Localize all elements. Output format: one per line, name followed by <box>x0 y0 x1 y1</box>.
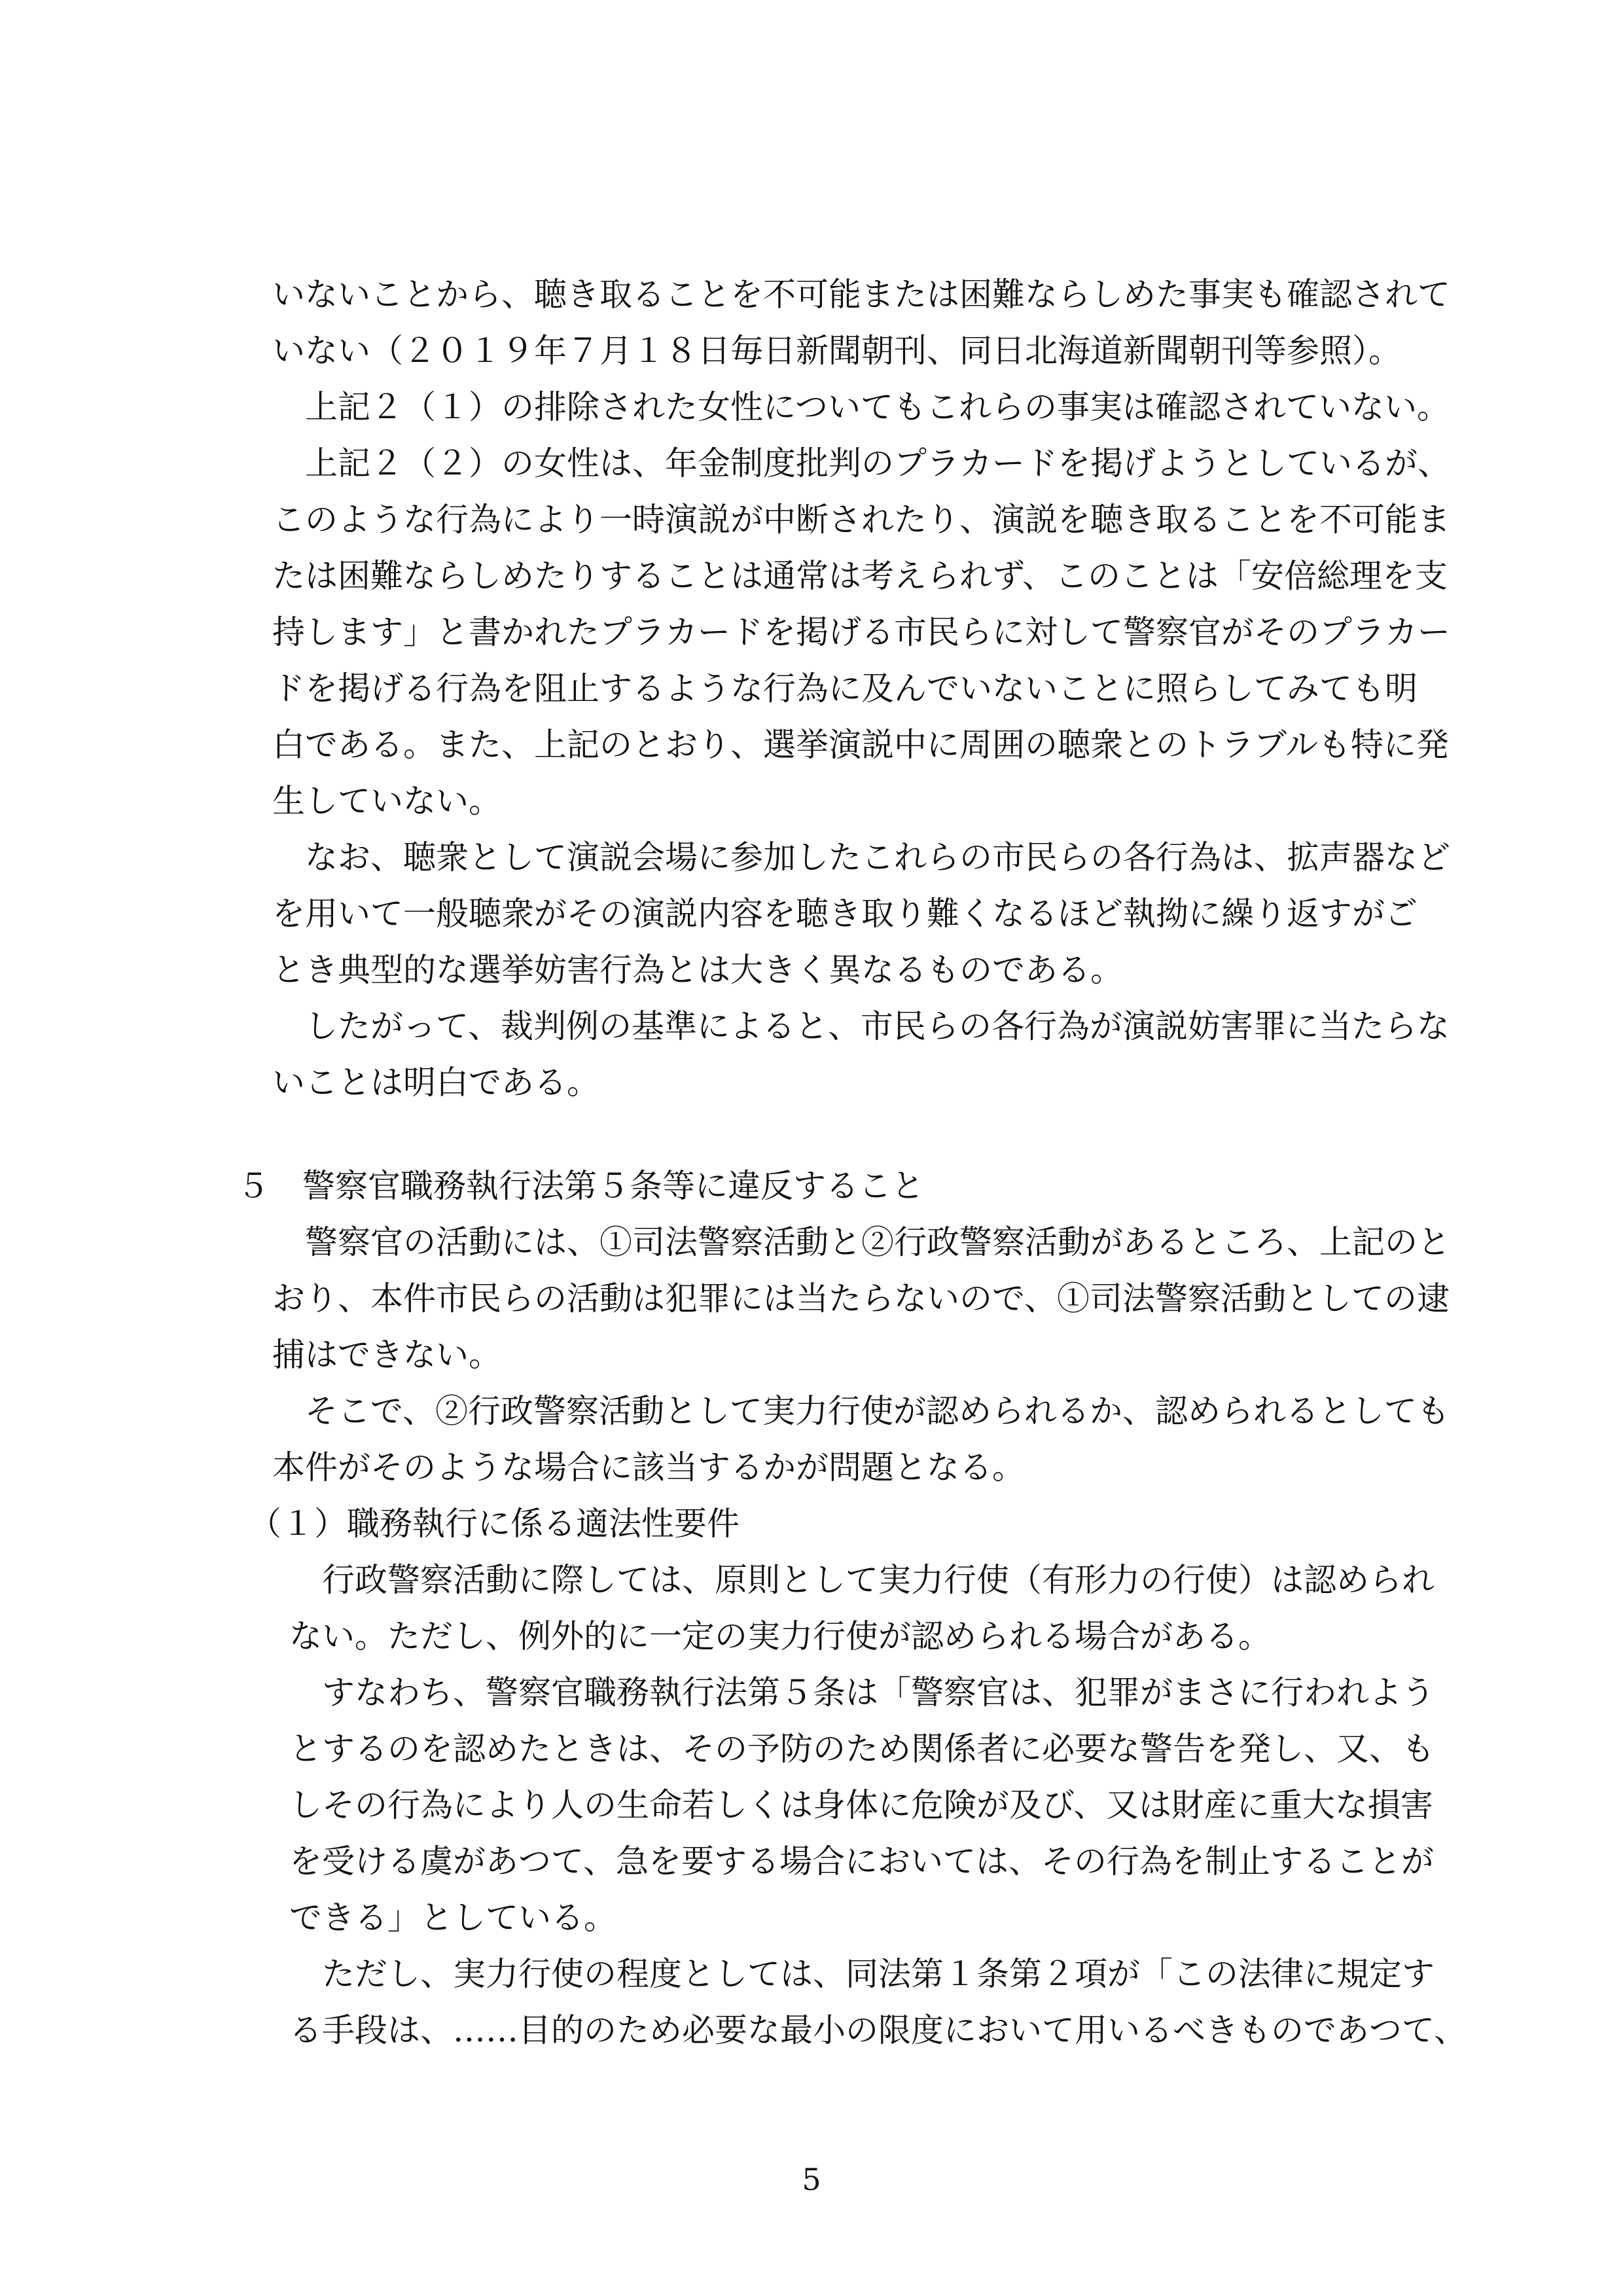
body-line: を受ける虞があつて、急を要する場合においては、その行為を制止することが <box>289 1842 1434 1880</box>
body-line: 行政警察活動に際しては、原則として実力行使（有形力の行使）は認められ <box>322 1561 1435 1599</box>
body-line: とするのを認めたときは、その予防のため関係者に必要な警告を発し、又、も <box>289 1730 1435 1768</box>
section-heading: ５ 警察官職務執行法第５条等に違反すること <box>237 1167 924 1205</box>
body-line: 白である。また、上記のとおり、選挙演説中に周囲の聴衆とのトラブルも特に発 <box>272 726 1449 764</box>
body-line: 上記２（２）の女性は、年金制度批判のプラカードを掲げようとしているが、 <box>305 444 1450 482</box>
body-line: を用いて一般聴衆がその演説内容を聴き取り難くなるほど執拗に繰り返すがご <box>272 895 1418 933</box>
body-line: いないことから、聴き取ることを不可能または困難ならしめた事実も確認されて <box>272 276 1450 314</box>
body-line: 捕はできない。 <box>272 1336 501 1374</box>
body-line: いことは明白である。 <box>272 1064 599 1102</box>
body-line: しその行為により人の生命若しくは身体に危険が及び、又は財産に重大な損害 <box>289 1786 1433 1824</box>
body-line: できる」としている。 <box>289 1899 616 1937</box>
body-line: 持します」と書かれたプラカードを掲げる市民らに対して警察官がそのプラカー <box>272 613 1450 651</box>
body-line: いない（２０１９年７月１８日毎日新聞朝刊、同日北海道新聞朝刊等参照）。 <box>272 332 1401 370</box>
body-line: このような行為により一時演説が中断されたり、演説を聴き取ることを不可能ま <box>272 501 1450 539</box>
body-line: ただし、実力行使の程度としては、同法第１条第２項が「この法律に規定す <box>322 1955 1435 1993</box>
body-line: そこで、②行政警察活動として実力行使が認められるか、認められるとしても <box>305 1392 1450 1430</box>
body-line: 上記２（１）の排除された女性についてもこれらの事実は確認されていない。 <box>305 388 1450 426</box>
body-line: ドを掲げる行為を阻止するような行為に及んでいないことに照らしてみても明 <box>272 670 1418 708</box>
body-line: たは困難ならしめたりすることは通常は考えられず、このことは「安倍総理を支 <box>272 557 1448 595</box>
body-line: 警察官の活動には、①司法警察活動と②行政警察活動があるところ、上記のと <box>305 1223 1450 1261</box>
body-line: おり、本件市民らの活動は犯罪には当たらないので、①司法警察活動としての逮 <box>272 1280 1450 1318</box>
body-line: すなわち、警察官職務執行法第５条は「警察官は、犯罪がまさに行われよう <box>322 1674 1435 1712</box>
body-line: 生していない。 <box>272 782 501 820</box>
body-line: る手段は、……目的のため必要な最小の限度において用いるべきものであつて、 <box>289 2011 1467 2049</box>
body-line: 本件がそのような場合に該当するかが問題となる。 <box>272 1448 1025 1486</box>
body-line: なお、聴衆として演説会場に参加したこれらの市民らの各行為は、拡声器など <box>305 838 1450 876</box>
page-number: 5 <box>802 2162 821 2197</box>
body-line: したがって、裁判例の基準によると、市民らの各行為が演説妨害罪に当たらな <box>305 1007 1450 1045</box>
subsection-heading: （１）職務執行に係る適法性要件 <box>249 1505 740 1543</box>
body-line: とき典型的な選挙妨害行為とは大きく異なるものである。 <box>272 951 1123 989</box>
body-line: ない。ただし、例外的に一定の実力行使が認められる場合がある。 <box>289 1617 1271 1655</box>
